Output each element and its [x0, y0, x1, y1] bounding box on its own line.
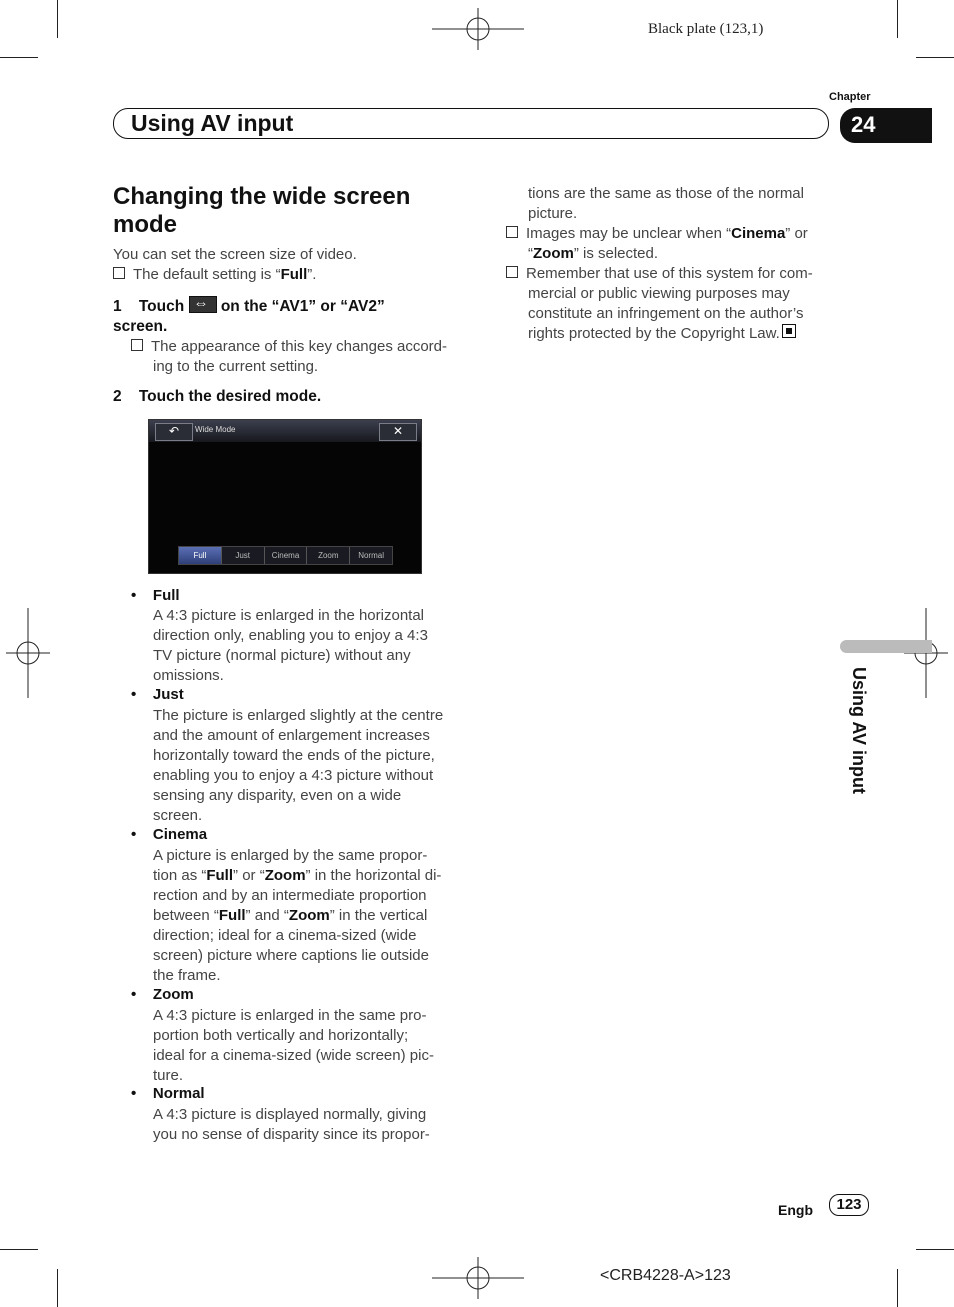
checkbox-bullet-icon: [113, 267, 125, 279]
chapter-label: Chapter: [829, 91, 871, 103]
mode-cinema-description: A picture is enlarged by the same propor- tion as “Full” or “Zoom” in the horizontal di- rection and by an intermediate proportion between “Full” and “Zoom” in the vertical direction; ideal for a cinema-sized (wide screen) picture where captions lie outside the frame.: [153, 847, 442, 984]
crop-mark: [0, 1249, 38, 1250]
mode-zoom-button[interactable]: Zoom: [307, 547, 350, 564]
mode-zoom-heading: • Zoom: [131, 986, 194, 1003]
mode-cinema-heading: • Cinema: [131, 826, 208, 843]
page-number: 123: [829, 1194, 869, 1216]
language-label: Engb: [778, 1202, 813, 1218]
default-note: The default setting is “Full”.: [113, 265, 316, 285]
registration-mark: [904, 608, 948, 698]
wide-mode-screenshot: [148, 419, 422, 574]
chapter-number: 24: [851, 112, 876, 137]
mode-selector: [178, 546, 393, 565]
normal-description-continued: tions are the same as those of the normal picture.: [528, 185, 804, 222]
registration-mark: [432, 1257, 524, 1299]
note-image-unclear: Images may be unclear when “Cinema” or “Zoom” is selected.: [506, 224, 808, 264]
screen-title-bar: [149, 420, 421, 442]
crop-mark: [897, 1269, 898, 1307]
mode-just-button[interactable]: Just: [222, 547, 265, 564]
crop-mark: [897, 0, 898, 38]
side-tab-label: Using AV input: [849, 667, 869, 794]
mode-cinema-button[interactable]: Cinema: [265, 547, 308, 564]
crop-mark: [0, 57, 38, 58]
end-of-section-icon: [782, 324, 796, 338]
screen-title: Wide Mode: [195, 425, 236, 434]
mode-full-heading: • Full: [131, 587, 180, 604]
mode-normal-description: A 4:3 picture is displayed normally, giving you no sense of disparity since its propor-: [153, 1106, 430, 1143]
step-1-note: The appearance of this key changes accord- ing to the current setting.: [131, 337, 447, 377]
mode-normal-button[interactable]: Normal: [358, 551, 384, 560]
note-copyright: Remember that use of this system for com- mercial or public viewing purposes may constitute an infringement on the author’s rights protected by the Copyright Law.: [506, 264, 813, 344]
intro-text: You can set the screen size of video.: [113, 246, 357, 263]
checkbox-bullet-icon: [506, 266, 518, 278]
document-code: <CRB4228-A>123: [600, 1267, 731, 1284]
back-button[interactable]: [155, 423, 193, 441]
crop-mark: [916, 57, 954, 58]
mode-just-heading: • Just: [131, 686, 184, 703]
plate-label: Black plate (123,1): [648, 21, 764, 37]
crop-mark: [57, 1269, 58, 1307]
mode-just-description: The picture is enlarged slightly at the centre and the amount of enlargement increases horizontally toward the ends of the picture, enabling you to enjoy a 4:3 picture without sensing any disparity, even on a wide screen.: [153, 707, 444, 824]
registration-mark: [6, 608, 50, 698]
close-icon: ✕: [392, 424, 404, 438]
checkbox-bullet-icon: [506, 226, 518, 238]
crop-mark: [57, 0, 58, 38]
step-2: 2 Touch the desired mode.: [113, 388, 322, 405]
header-title: Using AV input: [131, 110, 294, 136]
step-1: 1 Touch ⇔ on the “AV1” or “AV2” screen.: [113, 296, 473, 337]
back-arrow-icon: ↶: [168, 424, 180, 438]
mode-zoom-description: A 4:3 picture is enlarged in the same pro- portion both vertically and horizontally; ideal for a cinema-sized (wide screen) pic- ture.: [153, 1007, 434, 1084]
registration-mark: [432, 8, 524, 50]
mode-normal-heading: • Normal: [131, 1085, 205, 1102]
mode-full-button[interactable]: Full: [179, 547, 222, 564]
crop-mark: [916, 1249, 954, 1250]
close-button[interactable]: [379, 423, 417, 441]
section-title: Changing the wide screen mode: [113, 183, 411, 238]
wide-mode-key-icon: [189, 296, 217, 313]
checkbox-bullet-icon: [131, 339, 143, 351]
mode-full-description: A 4:3 picture is enlarged in the horizontal direction only, enabling you to enjoy a 4:3 TV picture (normal picture) without any omissions.: [153, 607, 428, 684]
side-tab-marker: [840, 640, 932, 653]
